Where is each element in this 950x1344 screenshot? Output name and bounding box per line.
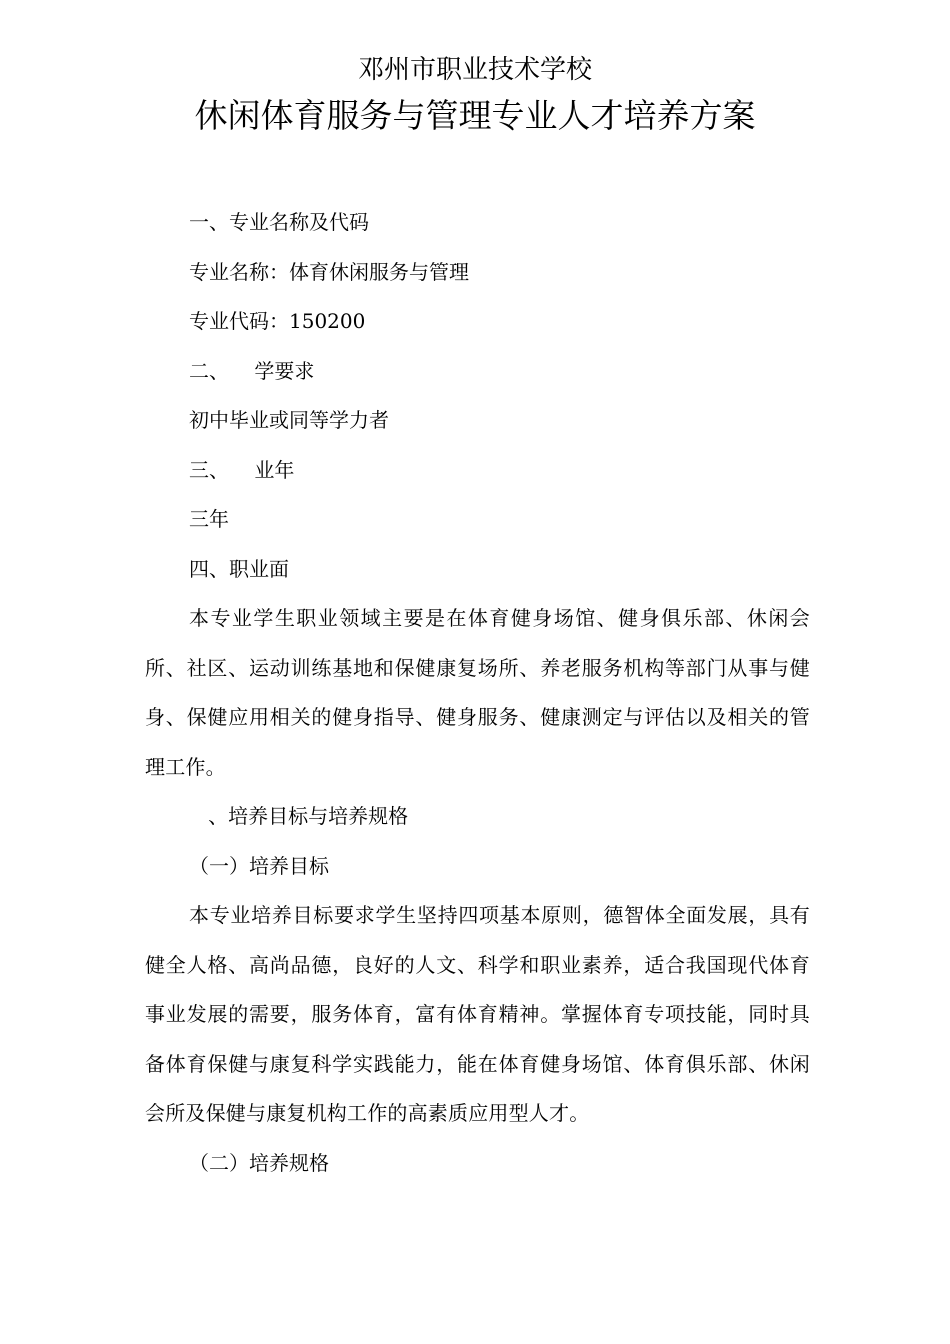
section-3-text: 三年 (189, 507, 229, 531)
section-5-heading: 、培养目标与培养规格 (189, 804, 409, 828)
document-body (145, 198, 810, 1188)
section-5-sub1-heading: （一）培养目标 (189, 853, 329, 878)
section-4-heading: 四、职业面 (189, 556, 289, 581)
section-5-sub2-heading: （二）培养规格 (189, 1150, 329, 1175)
section-4-paragraph: 本专业学生职业领域主要是在体育健身场馆、健身俱乐部、休闲会所、社区、运动训练基地和保健康复场所、养老服务机构等部门从事与健身、保健应用相关的健身指导、健身服务、健康测定与评估以及相关的管理工作。 (145, 606, 810, 779)
section-5-sub1-paragraph: 本专业培养目标要求学生坚持四项基本原则，德智体全面发展，具有健全人格、高尚品德，良好的人文、科学和职业素养，适合我国现代体育事业发展的需要，服务体育，富有体育精神。掌握体育专项技能，同时具备体育保健与康复科学实践能力，能在体育健身场馆、体育俱乐部、休闲会所及保健与康复机构工作的高素质应用型人才。 (145, 903, 810, 1125)
section-2-heading: 二、 学要求 (189, 358, 315, 383)
major-code-line: 专业代码：150200 (189, 309, 366, 333)
school-name: 邓州市职业技术学校 (357, 55, 592, 85)
document-title: 休闲体育服务与管理专业人才培养方案 (194, 96, 756, 135)
major-name-line: 专业名称：体育休闲服务与管理 (189, 259, 469, 284)
section-1-heading: 一、专业名称及代码 (189, 210, 369, 234)
section-3-heading: 三、 业年 (189, 457, 295, 482)
section-2-text: 初中毕业或同等学力者 (189, 408, 389, 432)
